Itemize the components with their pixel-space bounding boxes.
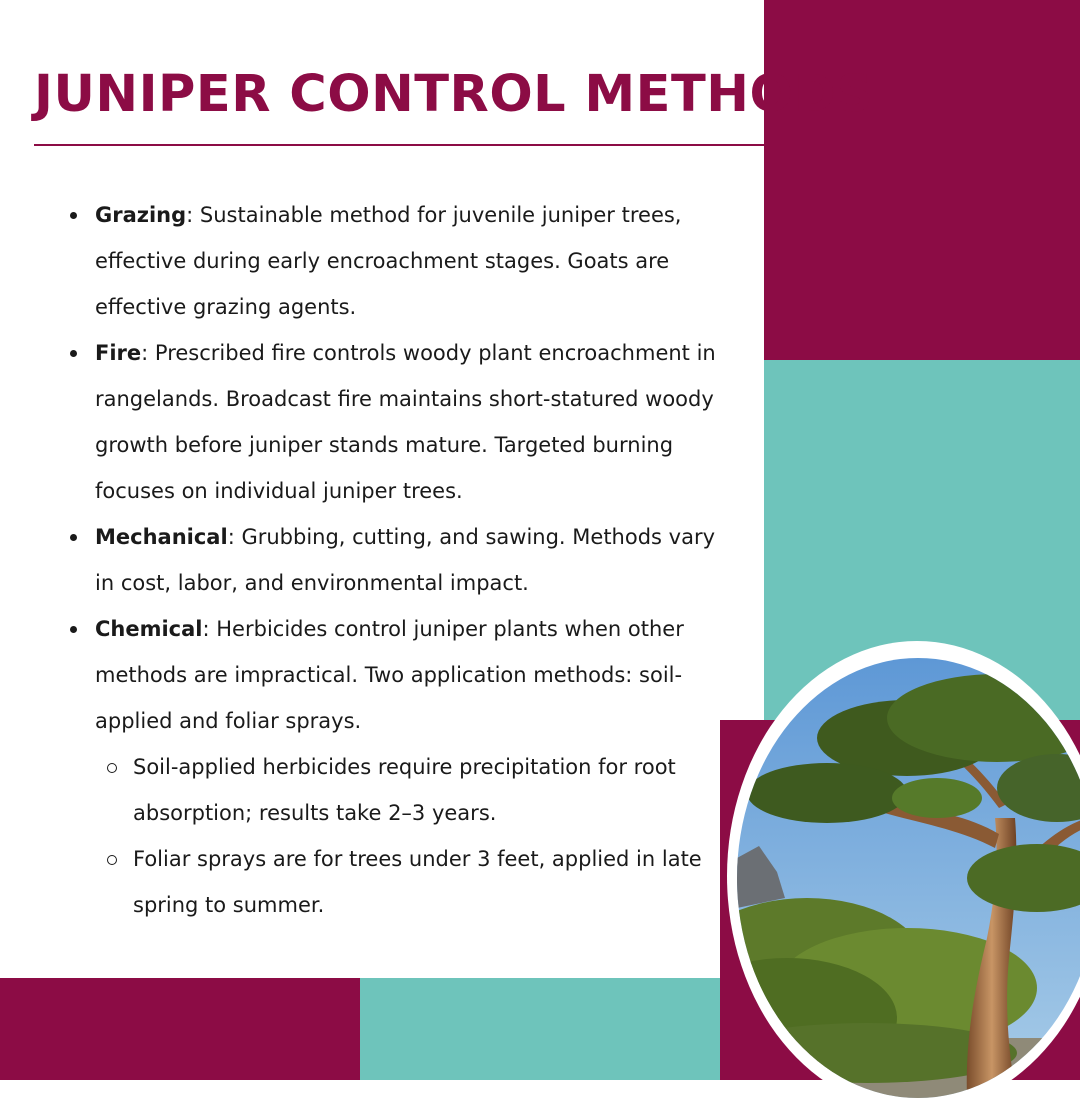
- list-item-mechanical: [64, 514, 724, 606]
- method-text: : Prescribed fire controls woody plant encroachment in rangelands. Broadcast fire maintains short-statured woody growth before juniper stands mature. Targeted burning focuses on individual juniper trees.: [95, 341, 716, 503]
- page-title: JUNIPER CONTROL METHODS: [34, 65, 874, 124]
- juniper-tree-photo: [737, 658, 1080, 1098]
- title-divider: [34, 144, 764, 146]
- chemical-sublist: [95, 744, 724, 928]
- method-text: : Grubbing, cutting, and sawing. Methods vary in cost, labor, and environmental impact.: [95, 525, 716, 595]
- decor-block-top-right: [764, 0, 1080, 360]
- methods-content: [64, 192, 724, 928]
- method-term: Fire: [95, 341, 142, 365]
- methods-list: [64, 192, 724, 928]
- method-term: Chemical: [95, 617, 203, 641]
- sublist-item-soil-applied: Soil-applied herbicides require precipitation for root absorption; results take 2–3 years.: [95, 744, 724, 836]
- list-item-grazing: [64, 192, 724, 330]
- decor-block-bottom-left: [0, 978, 360, 1080]
- method-term: Grazing: [95, 203, 187, 227]
- method-text: : Sustainable method for juvenile juniper trees, effective during early encroachment stages. Goats are effective grazing agents.: [95, 203, 682, 319]
- list-item-chemical: [64, 606, 724, 928]
- decor-block-bottom-mid: [360, 978, 720, 1080]
- list-item-fire: [64, 330, 724, 514]
- juniper-tree-image: [737, 658, 1080, 1098]
- method-term: Mechanical: [95, 525, 228, 549]
- sublist-item-foliar: Foliar sprays are for trees under 3 feet, applied in late spring to summer.: [95, 836, 724, 928]
- method-text: : Herbicides control juniper plants when other methods are impractical. Two application methods: soil-applied and foliar sprays.: [95, 617, 684, 733]
